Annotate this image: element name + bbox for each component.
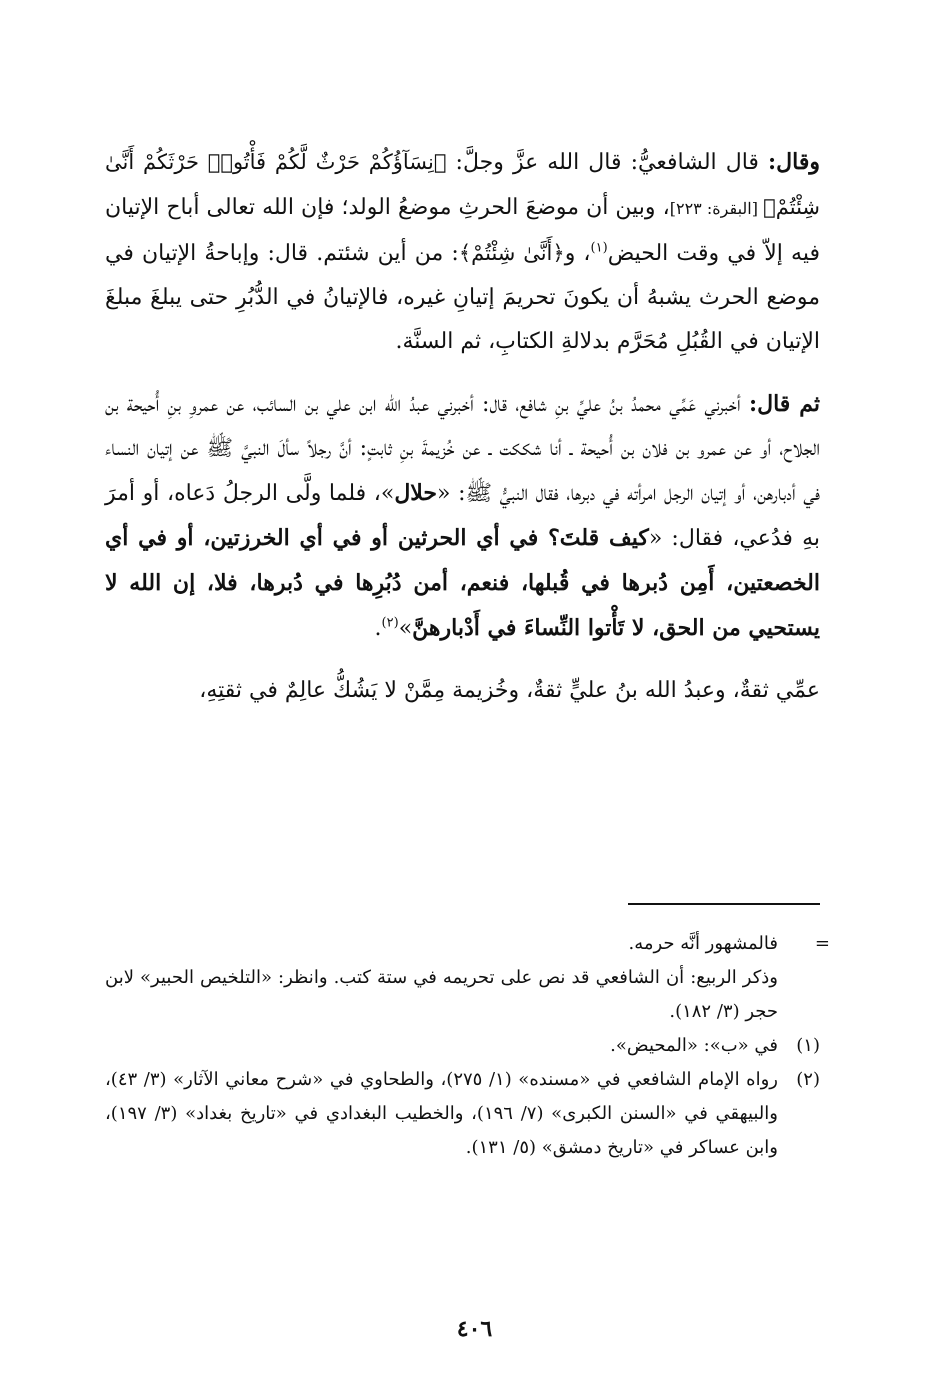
footnote-marker-1: (١) <box>590 240 608 256</box>
continuation-mark: = <box>814 933 830 954</box>
quran-verse: ﴿نِسَآؤُكُمْ حَرْثٌ لَّكُمْ فَأْتُوا۟ حَرْثَكُمْ أَنَّىٰ شِئْتُمْ﴾ <box>105 150 821 219</box>
footnote-separator <box>628 903 820 905</box>
footnote-marker-2: (٢) <box>381 615 399 631</box>
footnote-number: (١) <box>796 1035 820 1056</box>
paragraph-lead: وقال: <box>768 149 820 175</box>
paragraph-lead: ثم قال: <box>748 391 820 417</box>
page-number: ٤٠٦ <box>456 1316 493 1342</box>
paragraph-2: ثم قال: أخبرني عَمِّي محمدُ بنُ عليِّ بنِ شافع، قال: أخبرني عبدُ الله ابن علي بن السائب، عن عمروِ بنِ أُحيحة بن الجلاح، أو عن عمرو بن فلان بن أُحيحة ـ أنا شككت ـ عن خُزيمةَ بنِ ثابتٍ: أنَّ رجلاً سألَ النبيَّ ﷺ عن إتيان النساء في أدبارهن، أو إتيان الرجل امرأته في دبرها، فقال النبيُّ ﷺ: «حلال»، فلما ولَّى الرجلُ دَعاه، أو أمرَ بهِ فدُعي، فقال: «كيف قلتَ؟ في أي الحرثين أو في أي الخرزتين، أو في أي الخصعتين، أَمِن دُبرها في قُبلها، فنعم، أمن دُبُرِها في دُبرها، فلا، إن الله لا يستحيي من الحق، لا تَأْتوا النِّساءَ في أَدْبارهنَّ»$^{(٢)}$. <box>105 391 820 641</box>
main-text <box>105 140 820 713</box>
footnotes <box>105 927 830 1165</box>
quran-verse: ﴿أَنَّىٰ شِئْتُمْ﴾ <box>458 241 565 265</box>
footnote-1 <box>105 1029 820 1063</box>
footnote-2 <box>105 1063 820 1165</box>
footnote-text: رواه الإمام الشافعي في «مسنده» (١/ ٢٧٥)، والطحاوي في «شرح معاني الآثار» (٣/ ٤٣)، والبيهقي في «السنن الكبرى» (٧/ ١٩٦)، والخطيب البغدادي في «تاريخ بغداد» (٣/ ١٩٧)، وابن عساكر في «تاريخ دمشق» (٥/ ١٣١). <box>105 1069 778 1158</box>
footnote-continuation: = فالمشهور أنَّه حرمه. وذكر الربيع: أن الشافعي قد نص على تحريمه في ستة كتب. وانظر: «التلخيص الحبير» لابن حجر (٣/ ١٨٢). <box>105 927 820 1029</box>
hadith-bold: حلال <box>394 480 438 506</box>
footnote-text: في «ب»: «المحيض». <box>610 1035 778 1056</box>
verse-reference: [البقرة: ٢٢٣] <box>669 199 764 218</box>
paragraph-1: وقال: قال الشافعيُّ: قال الله عزَّ وجلَّ: ﴿نِسَآؤُكُمْ حَرْثٌ لَّكُمْ فَأْتُوا۟ حَرْثَكُمْ أَنَّىٰ شِئْتُمْ﴾ [البقرة: ٢٢٣]، وبين أن موضعَ الحرثِ موضعُ الولد؛ فإن الله تعالى أباح الإتيان فيه إلاّ في وقت الحيض$^{(١)}$، و﴿أَنَّىٰ شِئْتُمْ﴾: من أين شئتم. قال: وإباحةُ الإتيان في موضع الحرث يشبهُ أن يكونَ تحريمَ إتيانِ غيره، فالإتيانُ في الدُّبُرِ حتى يبلغَ مبلغَ الإتيان في القُبُلِ مُحَرَّم بدلالةِ الكتابِ، ثم السنَّة. <box>105 149 821 354</box>
paragraph-3: عمِّي ثقةٌ، وعبدُ الله بنُ عليٍّ ثقةٌ، وخُزيمة مِمَّنْ لا يَشُكُّ عالِمٌ في ثقتِهِ، <box>199 678 820 703</box>
footnote-number: (٢) <box>796 1069 820 1090</box>
hadith-bold: كيف قلتَ؟ في أي الحرثين أو في أي الخرزتين، أو في أي الخصعتين، أَمِن دُبرها في قُبلها، فنعم، أمن دُبُرِها في دُبرها، فلا، إن الله لا يستحيي من الحق، لا تَأْتوا النِّساءَ في أَدْبارهنَّ <box>105 525 820 641</box>
